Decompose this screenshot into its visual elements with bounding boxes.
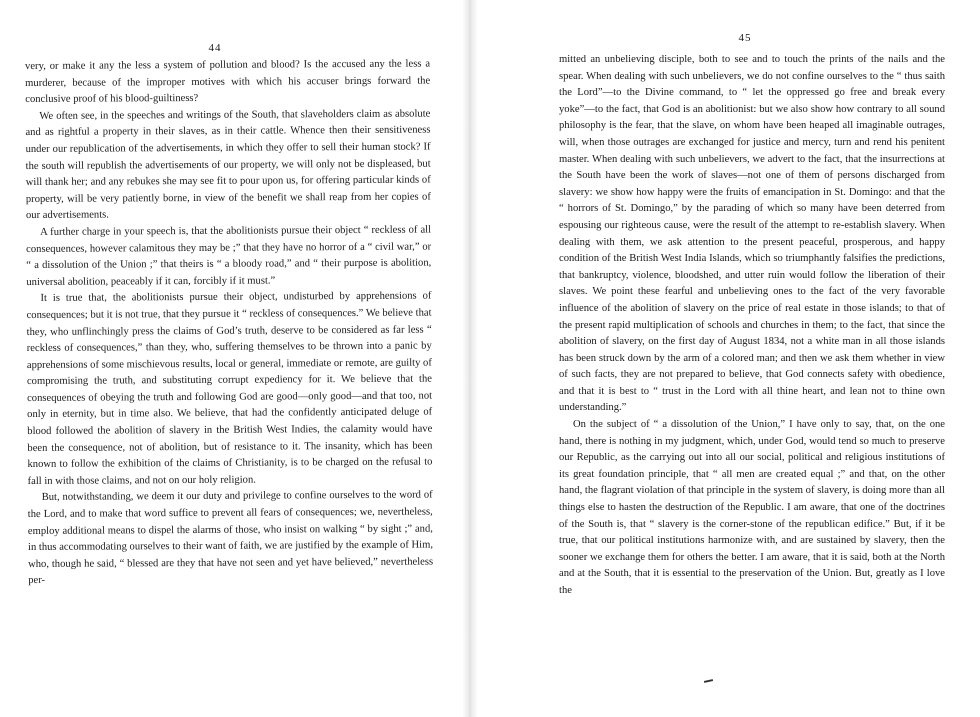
paragraph: But, notwithstanding, we deem it our duty and privilege to confine ourselves to the word of the Lord, and to make that word suffice to prevent all fears of consequences; we, nevertheless, employ additional means to dispel the alarms of those, who insist on walking “ by sight ;” and, in thus accommodating ourselves to their want of faith, we are justified by the example of Him, who, though he said, “ blessed are they that have not seen and yet have believed,” nevertheless per- (27, 489, 434, 587)
paragraph: very, or make it any the less a system of pollution and blood? Is the accused any the less a murderer, because of the improper motives with which his accuser brings forward the conclusive proof of his blood-guiltiness? (25, 58, 431, 106)
page-text (25, 57, 433, 590)
page-text (559, 52, 945, 600)
paragraph: A further charge in your speech is, that the abolitionists pursue their object “ reckless of all consequences, however calamitous they may be ;” that they have no horror of a “ civil war,” or “ a dissolution of the Union ;” that theirs is “ a bloody road,” and “ their purpose is abolition, universal abolition, peaceably if it can, forcibly if it must.” (26, 224, 432, 288)
paragraph: It is true that, the abolitionists pursue their object, undisturbed by apprehensions of consequences; but it is not true, that they pursue it “ reckless of consequences.” We believe that they, who unflinchingly press the claims of God’s truth, deserve to be considered as far less “ reckless of consequences,” than they, who, suffering themselves to be thrown into a panic by apprehensions of some mischievous results, local or general, immediate or remote, are guilty of compromising the truth, and substituting corrupt expediency for it. We believe that the consequences of obeying the truth and following God are good—only good—and that too, not only in eternity, but in time also. We believe, that had the confidently anticipated deluge of blood followed the abolition of slavery in the British West Indies, the calamity would have been the consequence, not of abolition, but of resistance to it. The insanity, which has been known to follow the exhibition of the claims of Christianity, is to be charged on the refusal to fall in with those claims, and not on our holy religion. (26, 290, 433, 487)
right-page (470, 0, 980, 717)
page-number: 45 (738, 32, 752, 44)
paragraph: On the subject of “ a dissolution of the Union,” I have only to say, that, on the one hand, there is nothing in my judgment, which, under God, would tend so much to preserve our Republic, as the carrying out into all our social, political and religious institutions of its great foundation principle, that “ all men are created equal ;” and that, on the other hand, the flagrant violation of that principle in the system of slavery, is doing more than all things else to hasten the destruction of the Republic. I am aware, that one of the doctrines of the South is, that “ slavery is the corner-stone of the republican edifice.” But, if it be true, that our political institutions harmonize with, and are sustained by slavery, then the sooner we exchange them for others the better. I am aware, that it is said, both at the North and at the South, that it is essential to the preservation of the Union. But, greatly as I love the (559, 419, 945, 596)
page-number: 44 (208, 42, 222, 54)
left-page (0, 0, 470, 717)
paragraph: We often see, in the speeches and writings of the South, that slaveholders claim as absolute and as rightful a property in their slaves, as in their cattle. Whence then their sensitiveness under our republication of the advertisements, in which they offer to sell their human stock? If the south will republish the advertisements of our property, we will only not be displeased, but will thank her; and any rebukes she may see fit to pour upon us, for offering particular kinds of property, will be very patiently borne, in view of the benefit we shall reap from her copies of our advertisements. (25, 108, 431, 222)
paragraph: mitted an unbelieving disciple, both to see and to touch the prints of the nails and the spear. When dealing with such unbelievers, we do not confine ourselves to the “ thus saith the Lord”—to the Divine command, to “ let the oppressed go free and break every yoke”—to the fact, that God is an abolitionist: but we also show how contrary to all sound philosophy is the fear, that the slave, on whom have been heaped all imaginable outrages, will, when those outrages are exchanged for justice and mercy, turn and rend his penitent master. When dealing with such unbelievers, we advert to the fact, that the insurrections at the South have been the work of slaves—not one of them of persons discharged from slavery: we show how happy were the fruits of emancipation in St. Domingo: and that the “ horrors of St. Domingo,” by the parading of which so many have been deterred from espousing our righteous cause, were the result of the attempt to re-establish slavery. When dealing with them, we ask attention to the present peaceful, prosperous, and happy condition of the British West India Islands, which so triumphantly falsifies the predictions, that bankruptcy, violence, bloodshed, and utter ruin would follow the liberation of their slaves. We point these fearful and unbelieving ones to the fact of the very favorable influence of the abolition of slavery on the price of real estate in those islands; to that of the present rapid multiplication of schools and churches in them; to the fact, that since the abolition of slavery, on the first day of August 1834, not a white man in all those islands has been struck down by the arm of a colored man; and then we ask them whether in view of such facts, they are not prepared to believe, that God connects safety with obedience, and that it is best to “ trust in the Lord with all thine heart, and lean not to thine own understanding.” (559, 54, 945, 414)
